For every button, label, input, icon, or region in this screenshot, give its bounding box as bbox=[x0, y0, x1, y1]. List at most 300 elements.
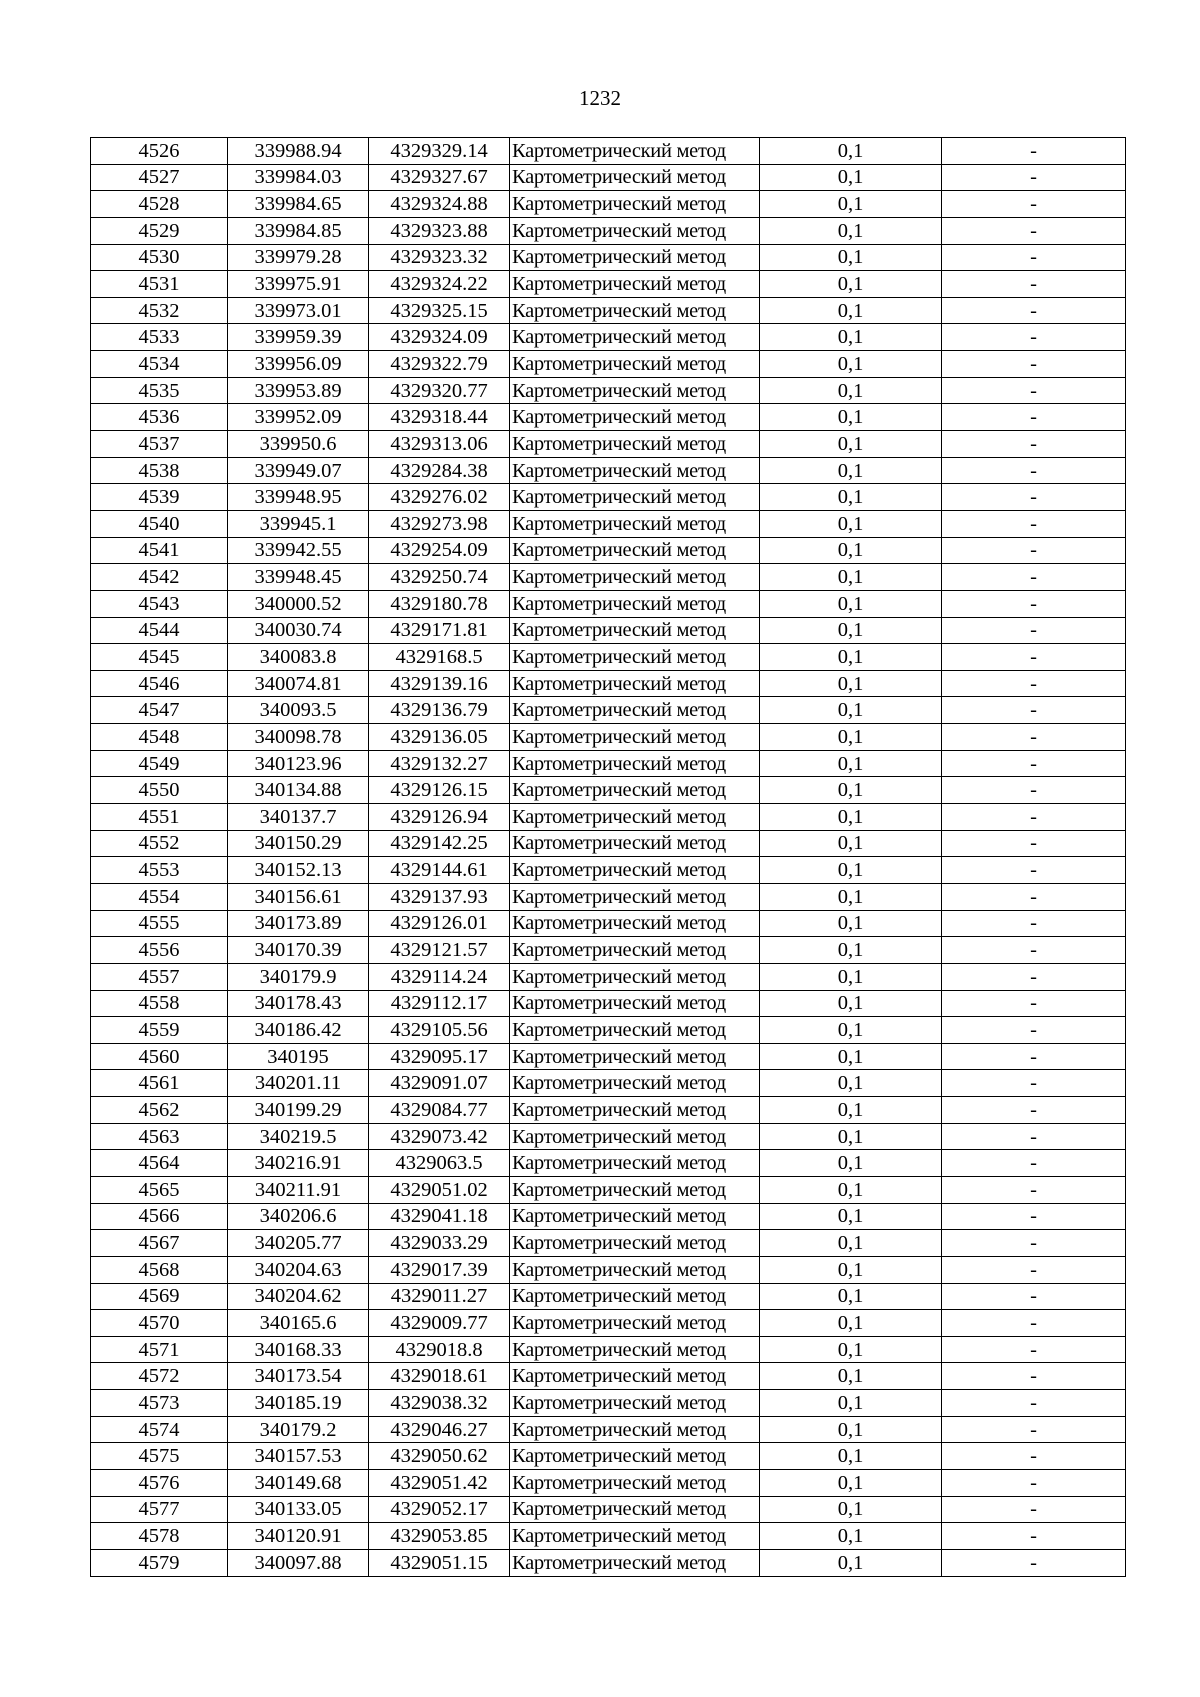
note-cell: - bbox=[942, 1283, 1126, 1310]
accuracy-cell: 0,1 bbox=[760, 377, 942, 404]
point-number-cell: 4536 bbox=[91, 404, 228, 431]
x-coordinate-cell: 340185.19 bbox=[228, 1390, 369, 1417]
point-number-cell: 4553 bbox=[91, 857, 228, 884]
point-number-cell: 4554 bbox=[91, 883, 228, 910]
method-cell: Картометрический метод bbox=[510, 351, 760, 378]
point-number-cell: 4528 bbox=[91, 191, 228, 218]
point-number-cell: 4577 bbox=[91, 1496, 228, 1523]
accuracy-cell: 0,1 bbox=[760, 1256, 942, 1283]
point-number-cell: 4558 bbox=[91, 990, 228, 1017]
method-cell: Картометрический метод bbox=[510, 670, 760, 697]
point-number-cell: 4534 bbox=[91, 351, 228, 378]
note-cell: - bbox=[942, 1549, 1126, 1576]
point-number-cell: 4538 bbox=[91, 457, 228, 484]
table-row bbox=[91, 138, 1126, 165]
y-coordinate-cell: 4329324.22 bbox=[369, 271, 510, 298]
accuracy-cell: 0,1 bbox=[760, 1549, 942, 1576]
accuracy-cell: 0,1 bbox=[760, 1097, 942, 1124]
method-cell: Картометрический метод bbox=[510, 990, 760, 1017]
x-coordinate-cell: 339948.95 bbox=[228, 484, 369, 511]
accuracy-cell: 0,1 bbox=[760, 191, 942, 218]
note-cell: - bbox=[942, 1443, 1126, 1470]
table-row bbox=[91, 963, 1126, 990]
point-number-cell: 4568 bbox=[91, 1256, 228, 1283]
method-cell: Картометрический метод bbox=[510, 1043, 760, 1070]
y-coordinate-cell: 4329276.02 bbox=[369, 484, 510, 511]
note-cell: - bbox=[942, 883, 1126, 910]
table-row bbox=[91, 910, 1126, 937]
x-coordinate-cell: 339975.91 bbox=[228, 271, 369, 298]
note-cell: - bbox=[942, 457, 1126, 484]
y-coordinate-cell: 4329038.32 bbox=[369, 1390, 510, 1417]
accuracy-cell: 0,1 bbox=[760, 990, 942, 1017]
accuracy-cell: 0,1 bbox=[760, 404, 942, 431]
note-cell: - bbox=[942, 697, 1126, 724]
table-row bbox=[91, 1017, 1126, 1044]
x-coordinate-cell: 339950.6 bbox=[228, 431, 369, 458]
y-coordinate-cell: 4329050.62 bbox=[369, 1443, 510, 1470]
table-row bbox=[91, 510, 1126, 537]
note-cell: - bbox=[942, 1416, 1126, 1443]
y-coordinate-cell: 4329121.57 bbox=[369, 937, 510, 964]
accuracy-cell: 0,1 bbox=[760, 431, 942, 458]
point-number-cell: 4563 bbox=[91, 1123, 228, 1150]
table-row bbox=[91, 1363, 1126, 1390]
table-row bbox=[91, 1336, 1126, 1363]
method-cell: Картометрический метод bbox=[510, 590, 760, 617]
x-coordinate-cell: 339948.45 bbox=[228, 564, 369, 591]
table-row bbox=[91, 830, 1126, 857]
y-coordinate-cell: 4329084.77 bbox=[369, 1097, 510, 1124]
y-coordinate-cell: 4329180.78 bbox=[369, 590, 510, 617]
table-row bbox=[91, 617, 1126, 644]
method-cell: Картометрический метод bbox=[510, 1443, 760, 1470]
table-row bbox=[91, 297, 1126, 324]
point-number-cell: 4573 bbox=[91, 1390, 228, 1417]
table-row bbox=[91, 857, 1126, 884]
accuracy-cell: 0,1 bbox=[760, 537, 942, 564]
method-cell: Картометрический метод bbox=[510, 724, 760, 751]
x-coordinate-cell: 340179.9 bbox=[228, 963, 369, 990]
accuracy-cell: 0,1 bbox=[760, 1203, 942, 1230]
y-coordinate-cell: 4329095.17 bbox=[369, 1043, 510, 1070]
table-row bbox=[91, 431, 1126, 458]
method-cell: Картометрический метод bbox=[510, 191, 760, 218]
table-row bbox=[91, 883, 1126, 910]
method-cell: Картометрический метод bbox=[510, 1470, 760, 1497]
accuracy-cell: 0,1 bbox=[760, 750, 942, 777]
accuracy-cell: 0,1 bbox=[760, 724, 942, 751]
x-coordinate-cell: 340083.8 bbox=[228, 644, 369, 671]
method-cell: Картометрический метод bbox=[510, 510, 760, 537]
note-cell: - bbox=[942, 1176, 1126, 1203]
accuracy-cell: 0,1 bbox=[760, 217, 942, 244]
table-row bbox=[91, 271, 1126, 298]
table-row bbox=[91, 404, 1126, 431]
note-cell: - bbox=[942, 1123, 1126, 1150]
x-coordinate-cell: 340098.78 bbox=[228, 724, 369, 751]
note-cell: - bbox=[942, 377, 1126, 404]
x-coordinate-cell: 340199.29 bbox=[228, 1097, 369, 1124]
method-cell: Картометрический метод bbox=[510, 1549, 760, 1576]
accuracy-cell: 0,1 bbox=[760, 1176, 942, 1203]
method-cell: Картометрический метод bbox=[510, 164, 760, 191]
x-coordinate-cell: 340152.13 bbox=[228, 857, 369, 884]
accuracy-cell: 0,1 bbox=[760, 1310, 942, 1337]
point-number-cell: 4539 bbox=[91, 484, 228, 511]
x-coordinate-cell: 340205.77 bbox=[228, 1230, 369, 1257]
point-number-cell: 4567 bbox=[91, 1230, 228, 1257]
table-row bbox=[91, 1470, 1126, 1497]
y-coordinate-cell: 4329254.09 bbox=[369, 537, 510, 564]
note-cell: - bbox=[942, 271, 1126, 298]
method-cell: Картометрический метод bbox=[510, 297, 760, 324]
x-coordinate-cell: 340157.53 bbox=[228, 1443, 369, 1470]
x-coordinate-cell: 339984.65 bbox=[228, 191, 369, 218]
table-row bbox=[91, 1176, 1126, 1203]
accuracy-cell: 0,1 bbox=[760, 484, 942, 511]
y-coordinate-cell: 4329051.15 bbox=[369, 1549, 510, 1576]
accuracy-cell: 0,1 bbox=[760, 697, 942, 724]
y-coordinate-cell: 4329126.94 bbox=[369, 804, 510, 831]
method-cell: Картометрический метод bbox=[510, 1123, 760, 1150]
note-cell: - bbox=[942, 217, 1126, 244]
note-cell: - bbox=[942, 1310, 1126, 1337]
note-cell: - bbox=[942, 1336, 1126, 1363]
note-cell: - bbox=[942, 990, 1126, 1017]
accuracy-cell: 0,1 bbox=[760, 1043, 942, 1070]
x-coordinate-cell: 340201.11 bbox=[228, 1070, 369, 1097]
method-cell: Картометрический метод bbox=[510, 937, 760, 964]
table-row bbox=[91, 1123, 1126, 1150]
x-coordinate-cell: 340074.81 bbox=[228, 670, 369, 697]
point-number-cell: 4575 bbox=[91, 1443, 228, 1470]
table-row bbox=[91, 1203, 1126, 1230]
point-number-cell: 4551 bbox=[91, 804, 228, 831]
note-cell: - bbox=[942, 191, 1126, 218]
x-coordinate-cell: 340173.89 bbox=[228, 910, 369, 937]
method-cell: Картометрический метод bbox=[510, 1256, 760, 1283]
y-coordinate-cell: 4329324.09 bbox=[369, 324, 510, 351]
accuracy-cell: 0,1 bbox=[760, 138, 942, 165]
accuracy-cell: 0,1 bbox=[760, 351, 942, 378]
method-cell: Картометрический метод bbox=[510, 377, 760, 404]
point-number-cell: 4552 bbox=[91, 830, 228, 857]
point-number-cell: 4527 bbox=[91, 164, 228, 191]
table-row bbox=[91, 324, 1126, 351]
accuracy-cell: 0,1 bbox=[760, 1470, 942, 1497]
coordinates-table-body bbox=[91, 138, 1126, 1577]
point-number-cell: 4529 bbox=[91, 217, 228, 244]
point-number-cell: 4541 bbox=[91, 537, 228, 564]
accuracy-cell: 0,1 bbox=[760, 963, 942, 990]
table-row bbox=[91, 937, 1126, 964]
point-number-cell: 4566 bbox=[91, 1203, 228, 1230]
accuracy-cell: 0,1 bbox=[760, 244, 942, 271]
note-cell: - bbox=[942, 670, 1126, 697]
table-row bbox=[91, 457, 1126, 484]
note-cell: - bbox=[942, 750, 1126, 777]
y-coordinate-cell: 4329114.24 bbox=[369, 963, 510, 990]
x-coordinate-cell: 340150.29 bbox=[228, 830, 369, 857]
note-cell: - bbox=[942, 804, 1126, 831]
note-cell: - bbox=[942, 910, 1126, 937]
x-coordinate-cell: 340211.91 bbox=[228, 1176, 369, 1203]
table-row bbox=[91, 1310, 1126, 1337]
y-coordinate-cell: 4329126.01 bbox=[369, 910, 510, 937]
table-row bbox=[91, 1256, 1126, 1283]
accuracy-cell: 0,1 bbox=[760, 271, 942, 298]
note-cell: - bbox=[942, 617, 1126, 644]
accuracy-cell: 0,1 bbox=[760, 1336, 942, 1363]
accuracy-cell: 0,1 bbox=[760, 644, 942, 671]
point-number-cell: 4532 bbox=[91, 297, 228, 324]
y-coordinate-cell: 4329136.05 bbox=[369, 724, 510, 751]
note-cell: - bbox=[942, 590, 1126, 617]
point-number-cell: 4555 bbox=[91, 910, 228, 937]
table-row bbox=[91, 191, 1126, 218]
method-cell: Картометрический метод bbox=[510, 750, 760, 777]
x-coordinate-cell: 339945.1 bbox=[228, 510, 369, 537]
y-coordinate-cell: 4329325.15 bbox=[369, 297, 510, 324]
x-coordinate-cell: 340165.6 bbox=[228, 1310, 369, 1337]
y-coordinate-cell: 4329033.29 bbox=[369, 1230, 510, 1257]
table-row bbox=[91, 1043, 1126, 1070]
method-cell: Картометрический метод bbox=[510, 1150, 760, 1177]
y-coordinate-cell: 4329041.18 bbox=[369, 1203, 510, 1230]
note-cell: - bbox=[942, 537, 1126, 564]
method-cell: Картометрический метод bbox=[510, 1203, 760, 1230]
note-cell: - bbox=[942, 1256, 1126, 1283]
accuracy-cell: 0,1 bbox=[760, 883, 942, 910]
x-coordinate-cell: 339984.85 bbox=[228, 217, 369, 244]
method-cell: Картометрический метод bbox=[510, 697, 760, 724]
y-coordinate-cell: 4329139.16 bbox=[369, 670, 510, 697]
y-coordinate-cell: 4329284.38 bbox=[369, 457, 510, 484]
method-cell: Картометрический метод bbox=[510, 537, 760, 564]
method-cell: Картометрический метод bbox=[510, 484, 760, 511]
x-coordinate-cell: 340219.5 bbox=[228, 1123, 369, 1150]
method-cell: Картометрический метод bbox=[510, 857, 760, 884]
table-row bbox=[91, 1070, 1126, 1097]
y-coordinate-cell: 4329017.39 bbox=[369, 1256, 510, 1283]
method-cell: Картометрический метод bbox=[510, 617, 760, 644]
note-cell: - bbox=[942, 324, 1126, 351]
method-cell: Картометрический метод bbox=[510, 271, 760, 298]
x-coordinate-cell: 340186.42 bbox=[228, 1017, 369, 1044]
x-coordinate-cell: 340097.88 bbox=[228, 1549, 369, 1576]
table-row bbox=[91, 537, 1126, 564]
y-coordinate-cell: 4329051.42 bbox=[369, 1470, 510, 1497]
y-coordinate-cell: 4329063.5 bbox=[369, 1150, 510, 1177]
accuracy-cell: 0,1 bbox=[760, 617, 942, 644]
table-row bbox=[91, 484, 1126, 511]
accuracy-cell: 0,1 bbox=[760, 1070, 942, 1097]
y-coordinate-cell: 4329327.67 bbox=[369, 164, 510, 191]
table-row bbox=[91, 750, 1126, 777]
x-coordinate-cell: 340168.33 bbox=[228, 1336, 369, 1363]
note-cell: - bbox=[942, 1070, 1126, 1097]
table-row bbox=[91, 244, 1126, 271]
point-number-cell: 4578 bbox=[91, 1523, 228, 1550]
point-number-cell: 4562 bbox=[91, 1097, 228, 1124]
x-coordinate-cell: 339942.55 bbox=[228, 537, 369, 564]
y-coordinate-cell: 4329052.17 bbox=[369, 1496, 510, 1523]
note-cell: - bbox=[942, 138, 1126, 165]
note-cell: - bbox=[942, 937, 1126, 964]
point-number-cell: 4579 bbox=[91, 1549, 228, 1576]
point-number-cell: 4560 bbox=[91, 1043, 228, 1070]
page-number: 1232 bbox=[579, 86, 621, 110]
y-coordinate-cell: 4329171.81 bbox=[369, 617, 510, 644]
method-cell: Картометрический метод bbox=[510, 830, 760, 857]
note-cell: - bbox=[942, 1470, 1126, 1497]
point-number-cell: 4549 bbox=[91, 750, 228, 777]
table-row bbox=[91, 990, 1126, 1017]
x-coordinate-cell: 340204.62 bbox=[228, 1283, 369, 1310]
x-coordinate-cell: 339973.01 bbox=[228, 297, 369, 324]
y-coordinate-cell: 4329318.44 bbox=[369, 404, 510, 431]
accuracy-cell: 0,1 bbox=[760, 670, 942, 697]
note-cell: - bbox=[942, 1150, 1126, 1177]
note-cell: - bbox=[942, 857, 1126, 884]
point-number-cell: 4572 bbox=[91, 1363, 228, 1390]
point-number-cell: 4545 bbox=[91, 644, 228, 671]
x-coordinate-cell: 340137.7 bbox=[228, 804, 369, 831]
method-cell: Картометрический метод bbox=[510, 963, 760, 990]
x-coordinate-cell: 339959.39 bbox=[228, 324, 369, 351]
y-coordinate-cell: 4329323.88 bbox=[369, 217, 510, 244]
table-row bbox=[91, 724, 1126, 751]
y-coordinate-cell: 4329142.25 bbox=[369, 830, 510, 857]
accuracy-cell: 0,1 bbox=[760, 457, 942, 484]
point-number-cell: 4537 bbox=[91, 431, 228, 458]
accuracy-cell: 0,1 bbox=[760, 1283, 942, 1310]
y-coordinate-cell: 4329018.61 bbox=[369, 1363, 510, 1390]
x-coordinate-cell: 340170.39 bbox=[228, 937, 369, 964]
note-cell: - bbox=[942, 1017, 1126, 1044]
note-cell: - bbox=[942, 351, 1126, 378]
method-cell: Картометрический метод bbox=[510, 883, 760, 910]
note-cell: - bbox=[942, 404, 1126, 431]
y-coordinate-cell: 4329018.8 bbox=[369, 1336, 510, 1363]
note-cell: - bbox=[942, 963, 1126, 990]
x-coordinate-cell: 340216.91 bbox=[228, 1150, 369, 1177]
method-cell: Картометрический метод bbox=[510, 1283, 760, 1310]
note-cell: - bbox=[942, 164, 1126, 191]
point-number-cell: 4550 bbox=[91, 777, 228, 804]
x-coordinate-cell: 340204.63 bbox=[228, 1256, 369, 1283]
note-cell: - bbox=[942, 1097, 1126, 1124]
y-coordinate-cell: 4329011.27 bbox=[369, 1283, 510, 1310]
accuracy-cell: 0,1 bbox=[760, 564, 942, 591]
y-coordinate-cell: 4329324.88 bbox=[369, 191, 510, 218]
method-cell: Картометрический метод bbox=[510, 404, 760, 431]
point-number-cell: 4547 bbox=[91, 697, 228, 724]
y-coordinate-cell: 4329051.02 bbox=[369, 1176, 510, 1203]
table-row bbox=[91, 1283, 1126, 1310]
y-coordinate-cell: 4329126.15 bbox=[369, 777, 510, 804]
accuracy-cell: 0,1 bbox=[760, 1017, 942, 1044]
table-row bbox=[91, 590, 1126, 617]
note-cell: - bbox=[942, 431, 1126, 458]
accuracy-cell: 0,1 bbox=[760, 830, 942, 857]
accuracy-cell: 0,1 bbox=[760, 1443, 942, 1470]
accuracy-cell: 0,1 bbox=[760, 324, 942, 351]
y-coordinate-cell: 4329009.77 bbox=[369, 1310, 510, 1337]
table-row bbox=[91, 670, 1126, 697]
point-number-cell: 4576 bbox=[91, 1470, 228, 1497]
table-row bbox=[91, 1416, 1126, 1443]
x-coordinate-cell: 339953.89 bbox=[228, 377, 369, 404]
point-number-cell: 4543 bbox=[91, 590, 228, 617]
accuracy-cell: 0,1 bbox=[760, 910, 942, 937]
x-coordinate-cell: 340000.52 bbox=[228, 590, 369, 617]
method-cell: Картометрический метод bbox=[510, 1176, 760, 1203]
table-row bbox=[91, 644, 1126, 671]
x-coordinate-cell: 339979.28 bbox=[228, 244, 369, 271]
point-number-cell: 4531 bbox=[91, 271, 228, 298]
table-row bbox=[91, 564, 1126, 591]
table-row bbox=[91, 351, 1126, 378]
accuracy-cell: 0,1 bbox=[760, 297, 942, 324]
accuracy-cell: 0,1 bbox=[760, 1363, 942, 1390]
note-cell: - bbox=[942, 777, 1126, 804]
note-cell: - bbox=[942, 484, 1126, 511]
table-row bbox=[91, 777, 1126, 804]
y-coordinate-cell: 4329091.07 bbox=[369, 1070, 510, 1097]
table-row bbox=[91, 804, 1126, 831]
y-coordinate-cell: 4329046.27 bbox=[369, 1416, 510, 1443]
y-coordinate-cell: 4329112.17 bbox=[369, 990, 510, 1017]
accuracy-cell: 0,1 bbox=[760, 590, 942, 617]
x-coordinate-cell: 340030.74 bbox=[228, 617, 369, 644]
y-coordinate-cell: 4329053.85 bbox=[369, 1523, 510, 1550]
y-coordinate-cell: 4329168.5 bbox=[369, 644, 510, 671]
method-cell: Картометрический метод bbox=[510, 1230, 760, 1257]
point-number-cell: 4535 bbox=[91, 377, 228, 404]
x-coordinate-cell: 340123.96 bbox=[228, 750, 369, 777]
table-row bbox=[91, 1496, 1126, 1523]
accuracy-cell: 0,1 bbox=[760, 1123, 942, 1150]
point-number-cell: 4548 bbox=[91, 724, 228, 751]
table-row bbox=[91, 1549, 1126, 1576]
point-number-cell: 4564 bbox=[91, 1150, 228, 1177]
note-cell: - bbox=[942, 1523, 1126, 1550]
note-cell: - bbox=[942, 297, 1126, 324]
accuracy-cell: 0,1 bbox=[760, 1230, 942, 1257]
method-cell: Картометрический метод bbox=[510, 324, 760, 351]
method-cell: Картометрический метод bbox=[510, 644, 760, 671]
y-coordinate-cell: 4329073.42 bbox=[369, 1123, 510, 1150]
x-coordinate-cell: 340206.6 bbox=[228, 1203, 369, 1230]
x-coordinate-cell: 339988.94 bbox=[228, 138, 369, 165]
x-coordinate-cell: 339984.03 bbox=[228, 164, 369, 191]
accuracy-cell: 0,1 bbox=[760, 937, 942, 964]
accuracy-cell: 0,1 bbox=[760, 1496, 942, 1523]
table-row bbox=[91, 164, 1126, 191]
point-number-cell: 4530 bbox=[91, 244, 228, 271]
y-coordinate-cell: 4329132.27 bbox=[369, 750, 510, 777]
accuracy-cell: 0,1 bbox=[760, 1390, 942, 1417]
y-coordinate-cell: 4329313.06 bbox=[369, 431, 510, 458]
method-cell: Картометрический метод bbox=[510, 457, 760, 484]
note-cell: - bbox=[942, 1203, 1126, 1230]
method-cell: Картометрический метод bbox=[510, 564, 760, 591]
method-cell: Картометрический метод bbox=[510, 431, 760, 458]
x-coordinate-cell: 339949.07 bbox=[228, 457, 369, 484]
y-coordinate-cell: 4329136.79 bbox=[369, 697, 510, 724]
